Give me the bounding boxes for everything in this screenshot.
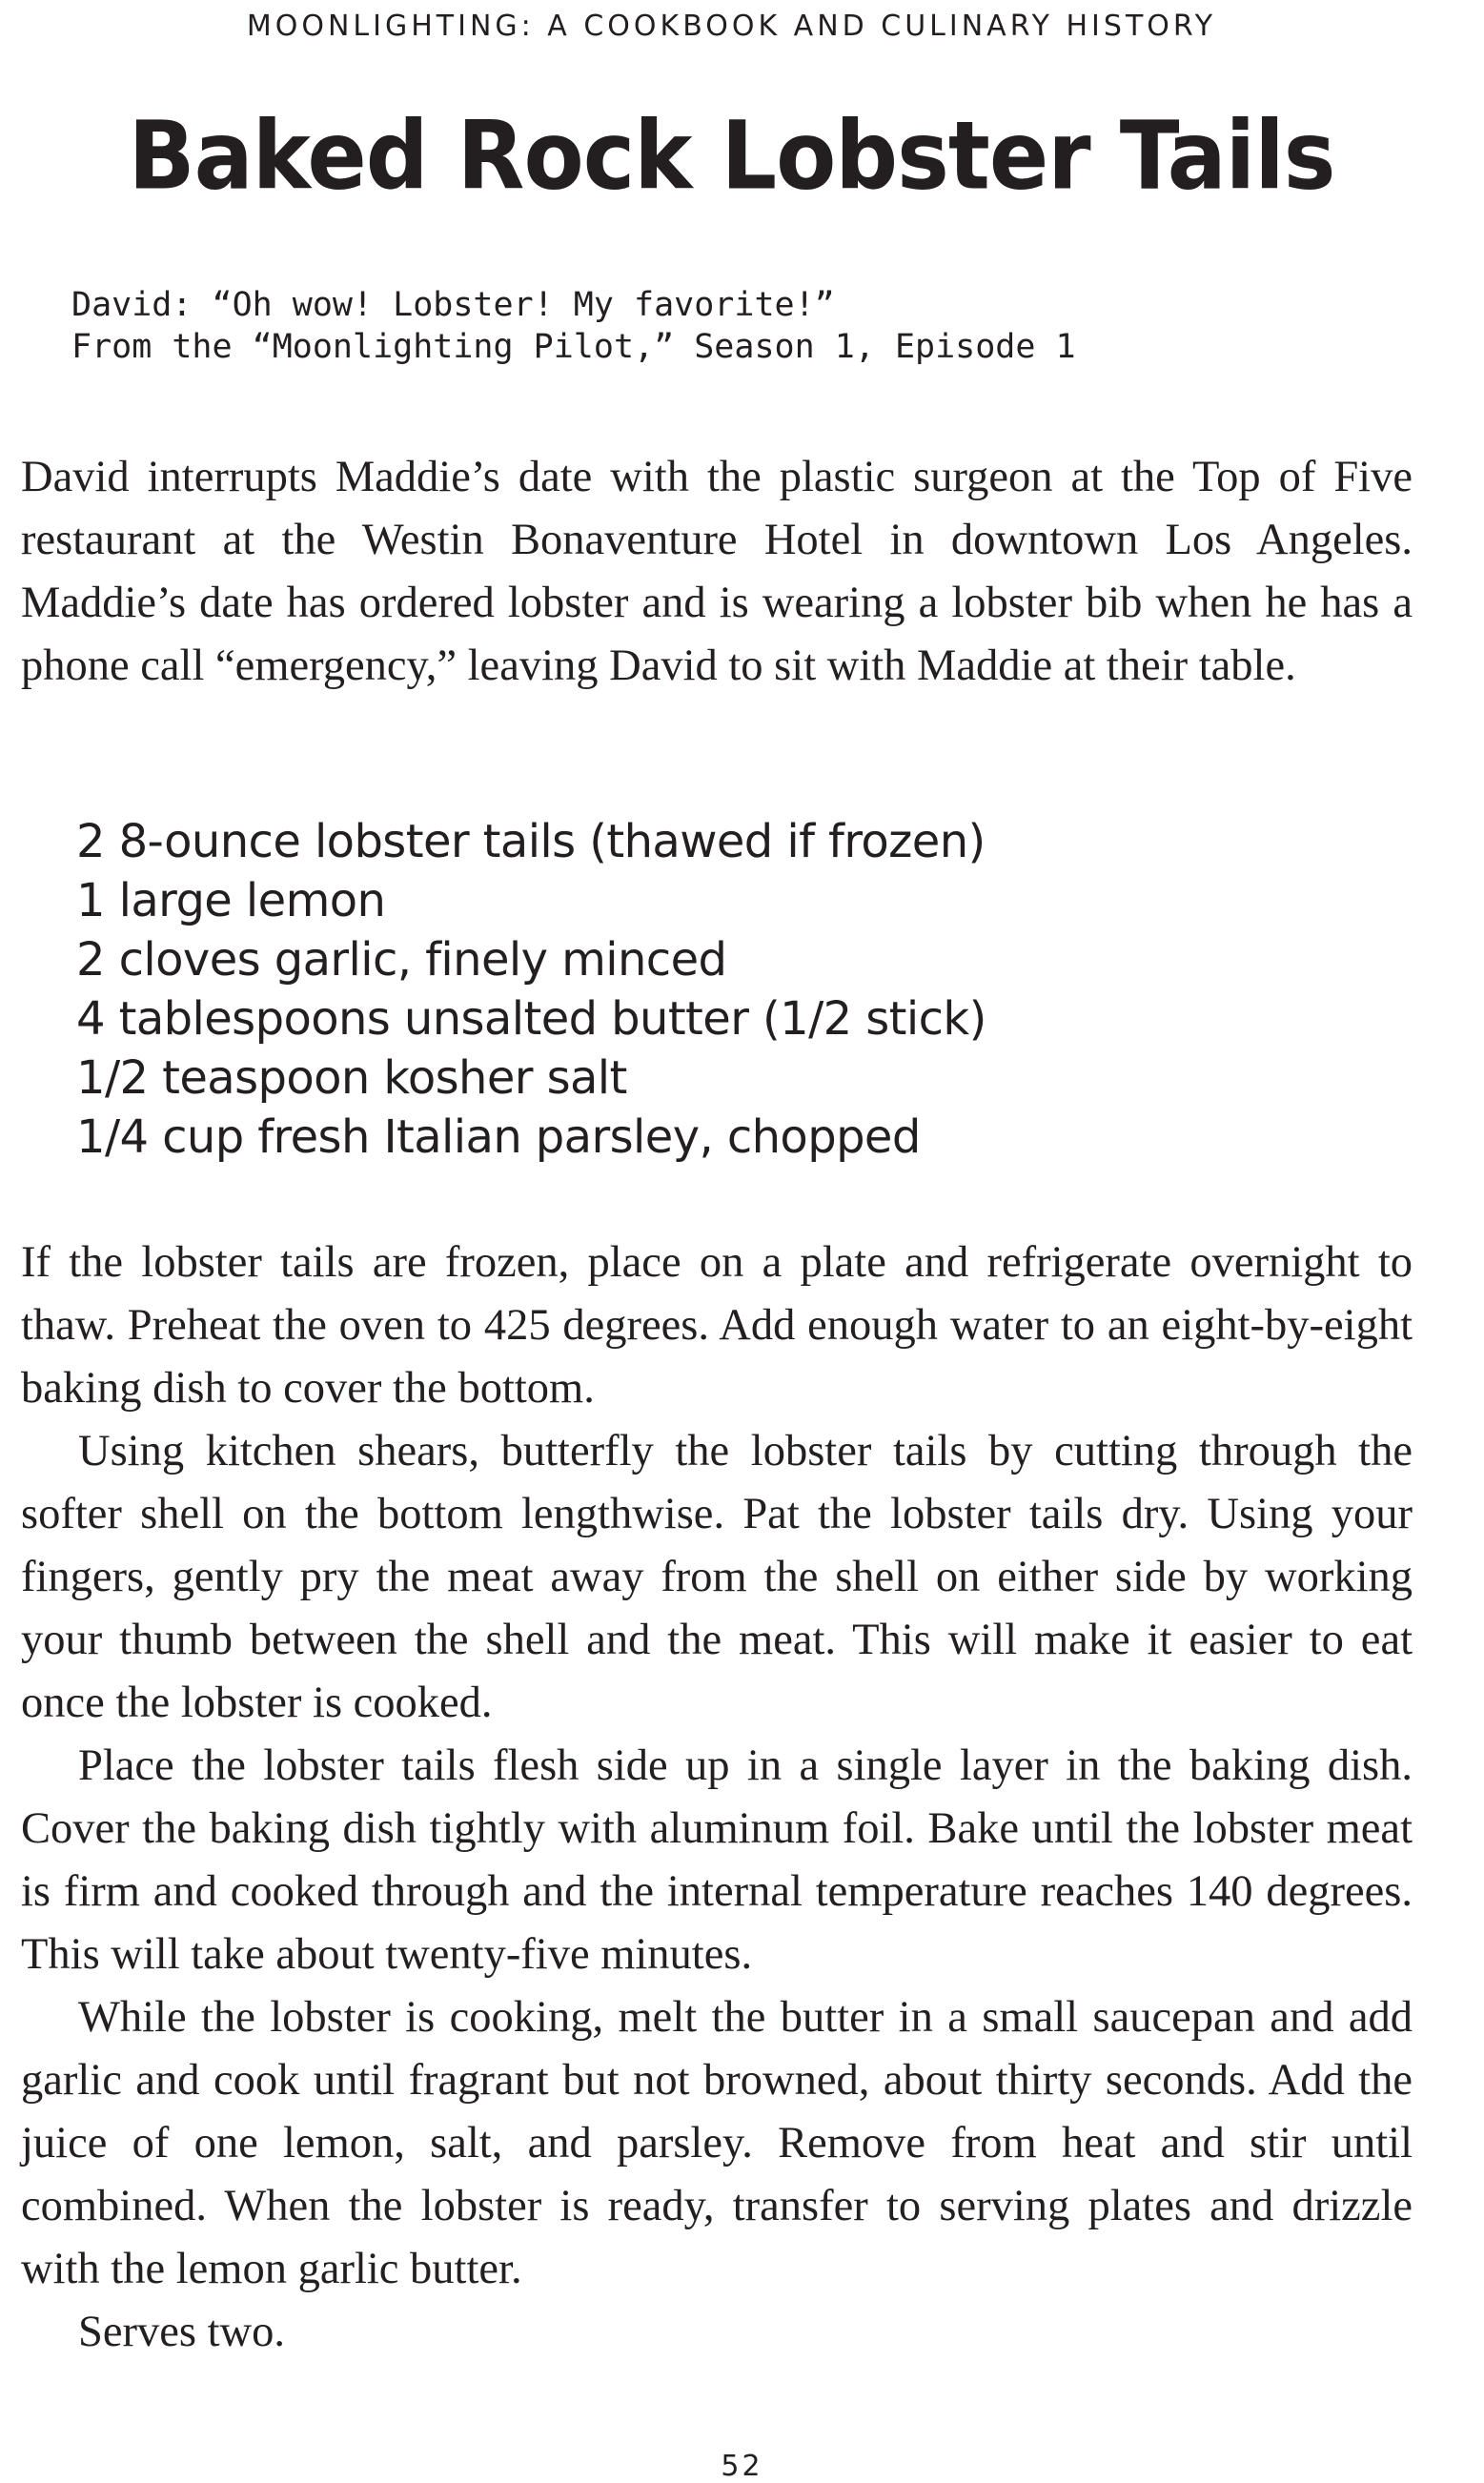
ingredient-item: 1 large lemon [76, 874, 386, 927]
recipe-title: Baked Rock Lobster Tails [128, 100, 1335, 212]
epigraph-source: From the “Moonlighting Pilot,” Season 1, Episode 1 [71, 328, 1076, 366]
ingredient-item: 4 tablespoons unsalted butter (1/2 stick) [76, 992, 986, 1046]
intro-paragraph: David interrupts Maddie’s date with the plastic surgeon at the Top of Five restaurant at the Westin Bonaventure Hotel in downtown Los Angeles. Maddie’s date has ordered lobster and is wearing a lobster bib when he has a phone call “emergency,” leaving David to sit with Maddie at their table. [21, 453, 1413, 690]
serving-note: Serves two. [78, 2308, 285, 2356]
method-step: While the lobster is cooking, melt the butter in a small saucepan and add garlic and cook until fragrant but not browned, about thirty seconds. Add the juice of one lemon, salt, and parsley. Remove from heat and stir until combined. When the lobster is ready, transfer to serving plates and drizzle with the lemon garlic butter. [21, 1993, 1413, 2293]
method-step: If the lobster tails are frozen, place on a plate and refrigerate overnight to thaw. Preheat the oven to 425 degrees. Add enough water to an eight-by-eight baking dish to cover the bottom. [21, 1238, 1413, 1413]
ingredient-item: 1/2 teaspoon kosher salt [76, 1051, 627, 1105]
method-step: Place the lobster tails flesh side up in a single layer in the baking dish. Cover the baking dish tightly with aluminum foil. Bake until the lobster meat is firm and cooked through and the internal temperature reaches 140 degrees. This will take about twenty-five minutes. [21, 1741, 1413, 1979]
ingredient-item: 2 cloves garlic, finely minced [76, 933, 727, 987]
ingredient-item: 1/4 cup fresh Italian parsley, chopped [76, 1110, 921, 1164]
ingredient-list [76, 812, 1315, 1167]
ingredient-item: 2 8-ounce lobster tails (thawed if frozen) [76, 815, 986, 868]
method-section [21, 1231, 1413, 2364]
epigraph-quote: David: “Oh wow! Lobster! My favorite!” [71, 286, 835, 324]
running-head: MOONLIGHTING: A COOKBOOK AND CULINARY HISTORY [246, 10, 1217, 43]
epigraph [71, 284, 1406, 368]
page-number: 52 [721, 2450, 763, 2483]
method-step: Using kitchen shears, butterfly the lobster tails by cutting through the softer shell on the bottom lengthwise. Pat the lobster tails dry. Using your fingers, gently pry the meat away from the shell on either side by working your thumb between the shell and the meat. This will make it easier to eat once the lobster is cooked. [21, 1427, 1413, 1727]
